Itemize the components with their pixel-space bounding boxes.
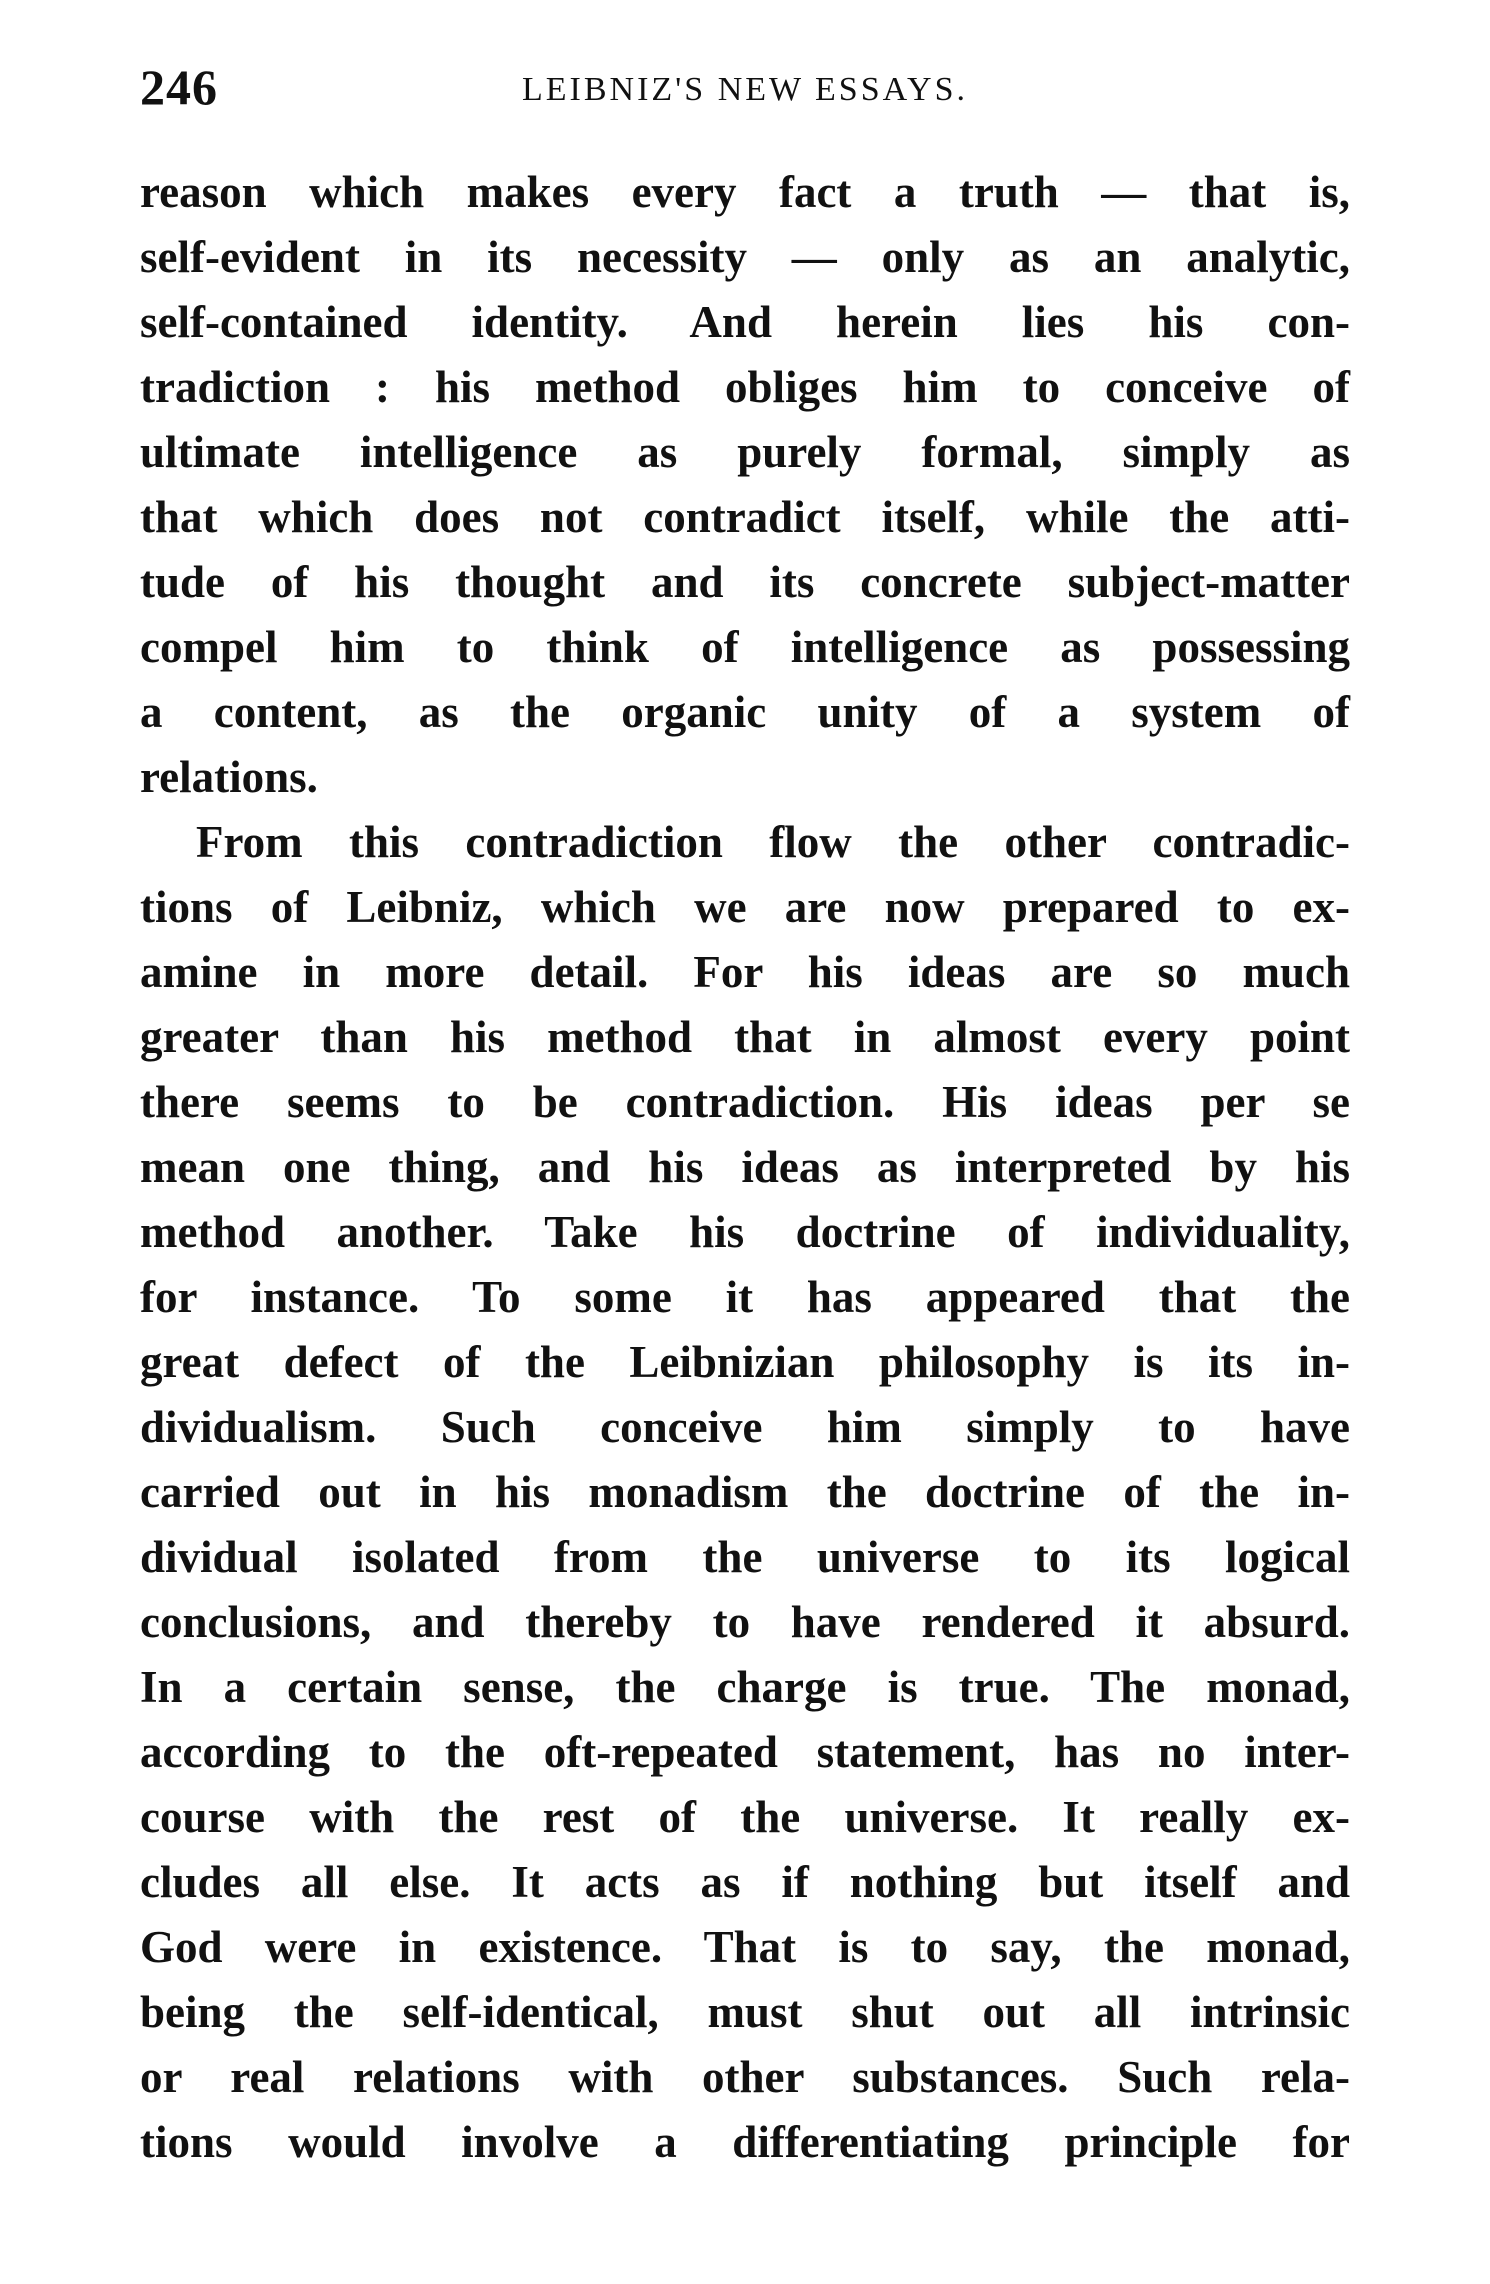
text-line: tradiction : his method obliges him to conceive of xyxy=(140,362,1350,412)
text-line: there seems to be contradiction. His ideas per se xyxy=(140,1077,1350,1127)
text-line: carried out in his monadism the doctrine of the in- xyxy=(140,1467,1350,1517)
text-line: In a certain sense, the charge is true. The monad, xyxy=(140,1662,1350,1712)
paragraph xyxy=(140,160,1350,810)
text-line: dividualism. Such conceive him simply to have xyxy=(140,1402,1350,1452)
paragraph xyxy=(140,810,1350,2175)
text-line: or real relations with other substances. Such rela- xyxy=(140,2052,1350,2102)
text-line: ultimate intelligence as purely formal, simply as xyxy=(140,427,1350,477)
text-line: mean one thing, and his ideas as interpreted by his xyxy=(140,1142,1350,1192)
text-line: greater than his method that in almost every point xyxy=(140,1012,1350,1062)
text-line: being the self-identical, must shut out all intrinsic xyxy=(140,1987,1350,2037)
text-line: tions would involve a differentiating principle for xyxy=(140,2117,1350,2167)
text-line: relations. xyxy=(140,752,318,802)
text-line: compel him to think of intelligence as possessing xyxy=(140,622,1350,672)
running-head xyxy=(140,52,1350,122)
text-line: self-contained identity. And herein lies his con- xyxy=(140,297,1350,347)
running-title: LEIBNIZ'S NEW ESSAYS. xyxy=(522,71,968,108)
text-line: course with the rest of the universe. It really ex- xyxy=(140,1792,1350,1842)
page-number: 246 xyxy=(140,59,218,115)
text-line: conclusions, and thereby to have rendered it absurd. xyxy=(140,1597,1350,1647)
text-line: cludes all else. It acts as if nothing but itself and xyxy=(140,1857,1350,1907)
text-line: self-evident in its necessity — only as an analytic, xyxy=(140,232,1350,282)
text-line: From this contradiction flow the other contradic- xyxy=(196,817,1350,867)
text-line: tude of his thought and its concrete subject-matter xyxy=(140,557,1350,607)
text-line: a content, as the organic unity of a system of xyxy=(140,687,1350,737)
text-line: tions of Leibniz, which we are now prepared to ex- xyxy=(140,882,1350,932)
text-line: for instance. To some it has appeared that the xyxy=(140,1272,1350,1322)
text-line: according to the oft-repeated statement, has no inter- xyxy=(140,1727,1350,1777)
text-line: God were in existence. That is to say, the monad, xyxy=(140,1922,1350,1972)
text-line: that which does not contradict itself, while the atti- xyxy=(140,492,1350,542)
text-line: dividual isolated from the universe to its logical xyxy=(140,1532,1350,1582)
text-line: method another. Take his doctrine of individuality, xyxy=(140,1207,1350,1257)
text-line: great defect of the Leibnizian philosophy is its in- xyxy=(140,1337,1350,1387)
body-text xyxy=(140,160,1350,2175)
text-line: reason which makes every fact a truth — that is, xyxy=(140,167,1350,217)
text-line: amine in more detail. For his ideas are so much xyxy=(140,947,1350,997)
